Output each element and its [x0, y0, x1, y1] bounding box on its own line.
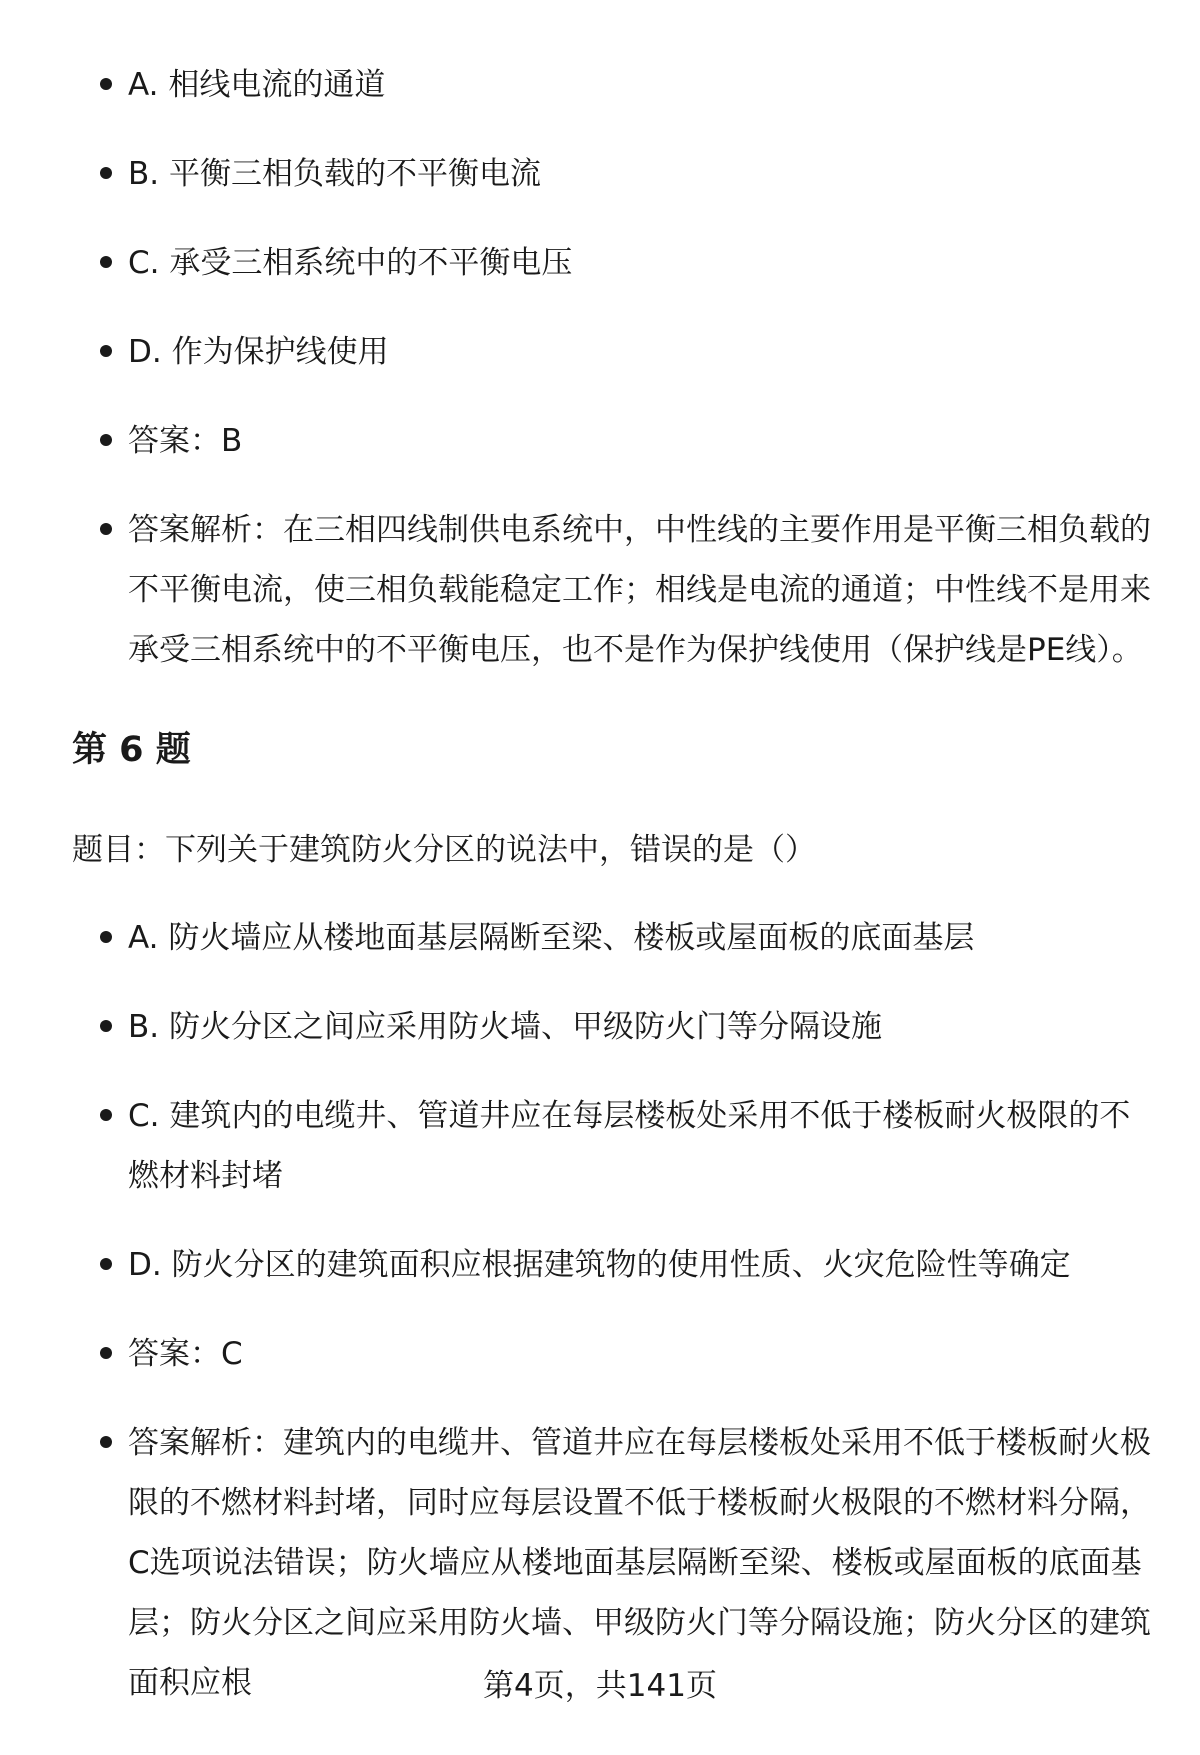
option-text: D. 作为保护线使用	[128, 334, 389, 370]
option-text: D. 防火分区的建筑面积应根据建筑物的使用性质、火灾危险性等确定	[128, 1247, 1071, 1283]
bullet-icon	[100, 931, 112, 943]
option-text: B. 平衡三相负载的不平衡电流	[128, 156, 541, 192]
page-number: 第4页，共141页	[483, 1668, 717, 1704]
option-text: A. 相线电流的通道	[128, 67, 386, 103]
option-text: A. 防火墙应从楼地面基层隔断至梁、楼板或屋面板的底面基层	[128, 920, 975, 956]
question-title: 第 6 题	[72, 730, 191, 770]
option-d	[72, 322, 1152, 382]
bullet-icon	[100, 78, 112, 90]
bullet-icon	[100, 1258, 112, 1270]
option-b	[72, 144, 1152, 204]
option-c	[72, 1086, 1152, 1206]
answer-text: 答案：C	[128, 1336, 243, 1372]
question6-list	[72, 908, 1152, 1713]
bullet-icon	[100, 1109, 112, 1121]
bullet-icon	[100, 167, 112, 179]
bullet-icon	[100, 1020, 112, 1032]
answer-line	[72, 1324, 1152, 1384]
option-b	[72, 997, 1152, 1057]
answer-text: 答案：B	[128, 423, 243, 459]
option-c	[72, 233, 1152, 293]
option-a	[72, 908, 1152, 968]
option-text: C. 承受三相系统中的不平衡电压	[128, 245, 573, 281]
option-a	[72, 55, 1152, 115]
prev-question-list	[72, 55, 1152, 680]
option-d	[72, 1235, 1152, 1295]
bullet-icon	[100, 256, 112, 268]
bullet-icon	[100, 345, 112, 357]
bullet-icon	[100, 434, 112, 446]
option-text: B. 防火分区之间应采用防火墙、甲级防火门等分隔设施	[128, 1009, 882, 1045]
explanation-paragraph	[72, 500, 1152, 680]
option-text: C. 建筑内的电缆井、管道井应在每层楼板处采用不低于楼板耐火极限的不燃材料封堵	[128, 1098, 1131, 1194]
bullet-icon	[100, 523, 112, 535]
bullet-icon	[100, 1436, 112, 1448]
explanation-text: 答案解析：建筑内的电缆井、管道井应在每层楼板处采用不低于楼板耐火极限的不燃材料封堵，同时应每层设置不低于楼板耐火极限的不燃材料分隔，C选项说法错误；防火墙应从楼地面基层隔断至梁、楼板或屋面板的底面基层；防火分区之间应采用防火墙、甲级防火门等分隔设施；防火分区的建筑面积应根	[128, 1425, 1151, 1701]
bullet-icon	[100, 1347, 112, 1359]
explanation-text: 答案解析：在三相四线制供电系统中，中性线的主要作用是平衡三相负载的不平衡电流，使三相负载能稳定工作；相线是电流的通道；中性线不是用来承受三相系统中的不平衡电压，也不是作为保护线使用（保护线是PE线）。	[128, 512, 1151, 668]
answer-line	[72, 411, 1152, 471]
question-stem: 题目：下列关于建筑防火分区的说法中，错误的是（）	[72, 832, 816, 868]
